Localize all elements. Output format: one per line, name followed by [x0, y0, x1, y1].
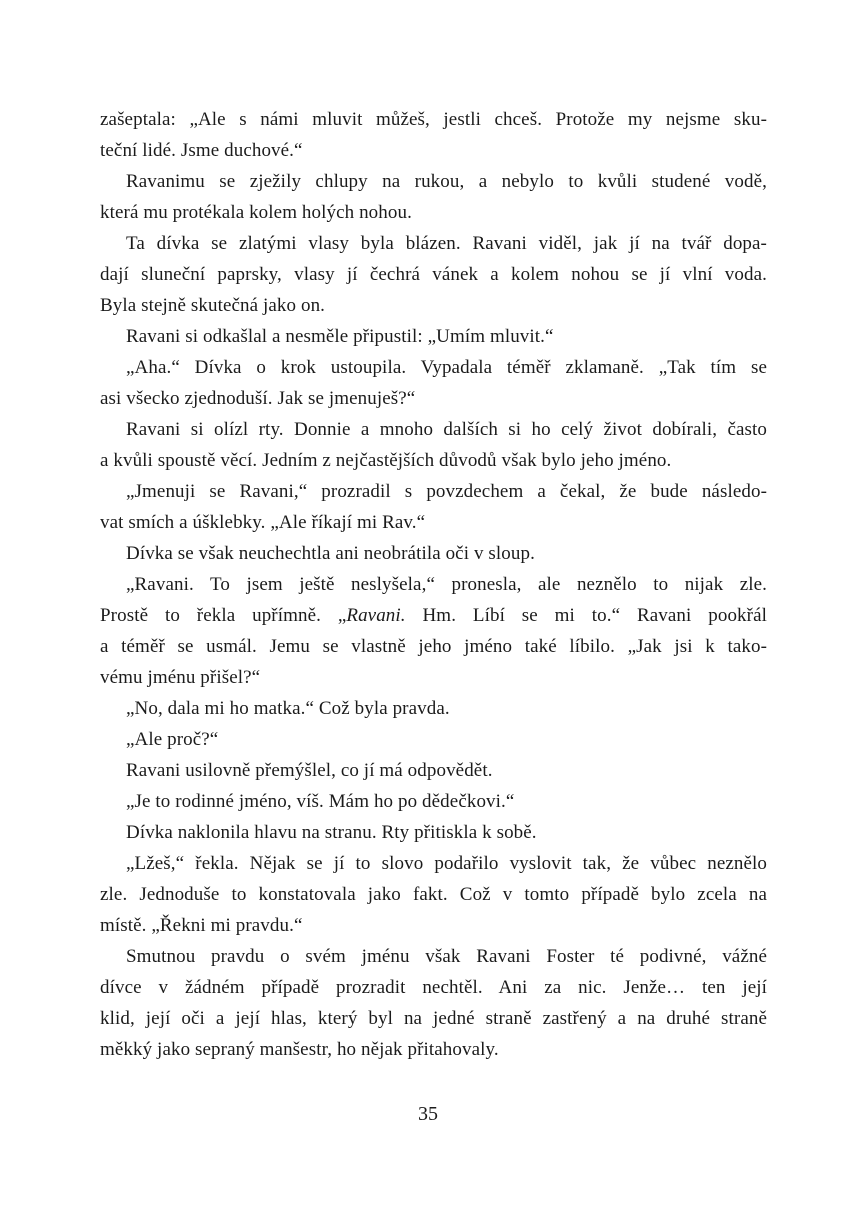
text-line: [100, 879, 767, 910]
paragraph: [100, 848, 767, 941]
text-segment: „Aha.“ Dívka o krok ustoupila. Vypadala téměř zklamaně. „Tak tím se: [126, 357, 767, 378]
text-line: [100, 569, 767, 600]
text-line: [100, 104, 767, 135]
text-segment: Ravani si odkašlal a nesměle připustil: „Umím mluvit.“: [126, 326, 554, 347]
text-line: [100, 197, 767, 228]
paragraph: [100, 693, 767, 724]
text-line: [100, 600, 767, 631]
text-segment: „Ravani. To jsem ještě neslyšela,“ pronesla, ale neznělo to nijak zle.: [126, 574, 767, 595]
text-line: [100, 724, 767, 755]
text-segment: „No, dala mi ho matka.“ Což byla pravda.: [126, 698, 450, 719]
text-line: [100, 321, 767, 352]
text-segment: Hm. Líbí se mi to.“ Ravani pookřál: [405, 605, 767, 626]
paragraph: [100, 941, 767, 1065]
text-segment: „Jmenuji se Ravani,“ prozradil s povzdechem a čekal, že bude následo-: [126, 481, 767, 502]
text-segment: vat smích a úšklebky. „Ale říkají mi Rav.“: [100, 512, 426, 533]
text-segment: dají sluneční paprsky, vlasy jí čechrá vánek a kolem nohou se jí vlní voda.: [100, 264, 767, 285]
paragraph: [100, 228, 767, 321]
paragraph: [100, 786, 767, 817]
text-segment: Dívka se však neuchechtla ani neobrátila oči v sloup.: [126, 543, 535, 564]
text-line: [100, 228, 767, 259]
paragraph: [100, 166, 767, 228]
text-segment: „Lžeš,“ řekla. Nějak se jí to slovo podařilo vyslovit tak, že vůbec neznělo: [126, 853, 767, 874]
text-line: [100, 352, 767, 383]
paragraph: [100, 538, 767, 569]
text-line: [100, 445, 767, 476]
text-line: [100, 290, 767, 321]
text-segment: Smutnou pravdu o svém jménu však Ravani Foster té podivné, vážné: [126, 946, 767, 967]
text-line: [100, 693, 767, 724]
text-line: [100, 631, 767, 662]
text-segment: Ravani usilovně přemýšlel, co jí má odpovědět.: [126, 760, 493, 781]
paragraph: [100, 414, 767, 476]
text-segment: Ravani si olízl rty. Donnie a mnoho dalších si ho celý život dobírali, často: [126, 419, 767, 440]
text-segment: Ta dívka se zlatými vlasy byla blázen. Ravani viděl, jak jí na tvář dopa-: [126, 233, 767, 254]
text-line: [100, 476, 767, 507]
text-line: [100, 538, 767, 569]
text-line: [100, 383, 767, 414]
italic-text: Ravani.: [346, 605, 406, 626]
text-segment: teční lidé. Jsme duchové.“: [100, 140, 303, 161]
paragraph: [100, 755, 767, 786]
text-segment: vému jménu přišel?“: [100, 667, 261, 688]
text-line: [100, 910, 767, 941]
text-line: [100, 817, 767, 848]
paragraph: [100, 817, 767, 848]
text-segment: klid, její oči a její hlas, který byl na jedné straně zastřený a na druhé straně: [100, 1008, 767, 1029]
text-segment: místě. „Řekni mi pravdu.“: [100, 915, 303, 936]
text-segment: „Je to rodinné jméno, víš. Mám ho po dědečkovi.“: [126, 791, 515, 812]
text-segment: měkký jako sepraný manšestr, ho nějak přitahovaly.: [100, 1039, 499, 1060]
text-line: [100, 1034, 767, 1065]
text-line: [100, 755, 767, 786]
text-segment: „Ale proč?“: [126, 729, 219, 750]
paragraph: [100, 104, 767, 166]
text-segment: Prostě to řekla upřímně. „: [100, 605, 347, 626]
text-segment: která mu protékala kolem holých nohou.: [100, 202, 412, 223]
text-line: [100, 786, 767, 817]
text-segment: Ravanimu se zježily chlupy na rukou, a nebylo to kvůli studené vodě,: [126, 171, 767, 192]
paragraph: [100, 352, 767, 414]
text-line: [100, 662, 767, 693]
text-line: [100, 941, 767, 972]
text-segment: a téměř se usmál. Jemu se vlastně jeho jméno také líbilo. „Jak jsi k tako-: [100, 636, 767, 657]
text-line: [100, 507, 767, 538]
text-line: [100, 972, 767, 1003]
text-line: [100, 848, 767, 879]
text-segment: Byla stejně skutečná jako on.: [100, 295, 326, 316]
text-segment: a kvůli spoustě věcí. Jedním z nejčastějších důvodů však bylo jeho jméno.: [100, 450, 672, 471]
page-number: 35: [418, 1103, 438, 1125]
text-segment: asi všecko zjednoduší. Jak se jmenuješ?“: [100, 388, 416, 409]
text-segment: Dívka naklonila hlavu na stranu. Rty přitiskla k sobě.: [126, 822, 537, 843]
text-block: [100, 104, 767, 1065]
text-line: [100, 166, 767, 197]
paragraph: [100, 724, 767, 755]
paragraph: [100, 321, 767, 352]
paragraph: [100, 476, 767, 538]
text-line: [100, 414, 767, 445]
text-line: [100, 135, 767, 166]
text-segment: zle. Jednoduše to konstatovala jako fakt. Což v tomto případě bylo zcela na: [100, 884, 767, 905]
text-line: [100, 259, 767, 290]
text-segment: dívce v žádném případě prozradit nechtěl. Ani za nic. Jenže… ten její: [100, 977, 767, 998]
text-segment: zašeptala: „Ale s námi mluvit můžeš, jestli chceš. Protože my nejsme sku-: [100, 109, 767, 130]
text-line: [100, 1003, 767, 1034]
paragraph: [100, 569, 767, 693]
